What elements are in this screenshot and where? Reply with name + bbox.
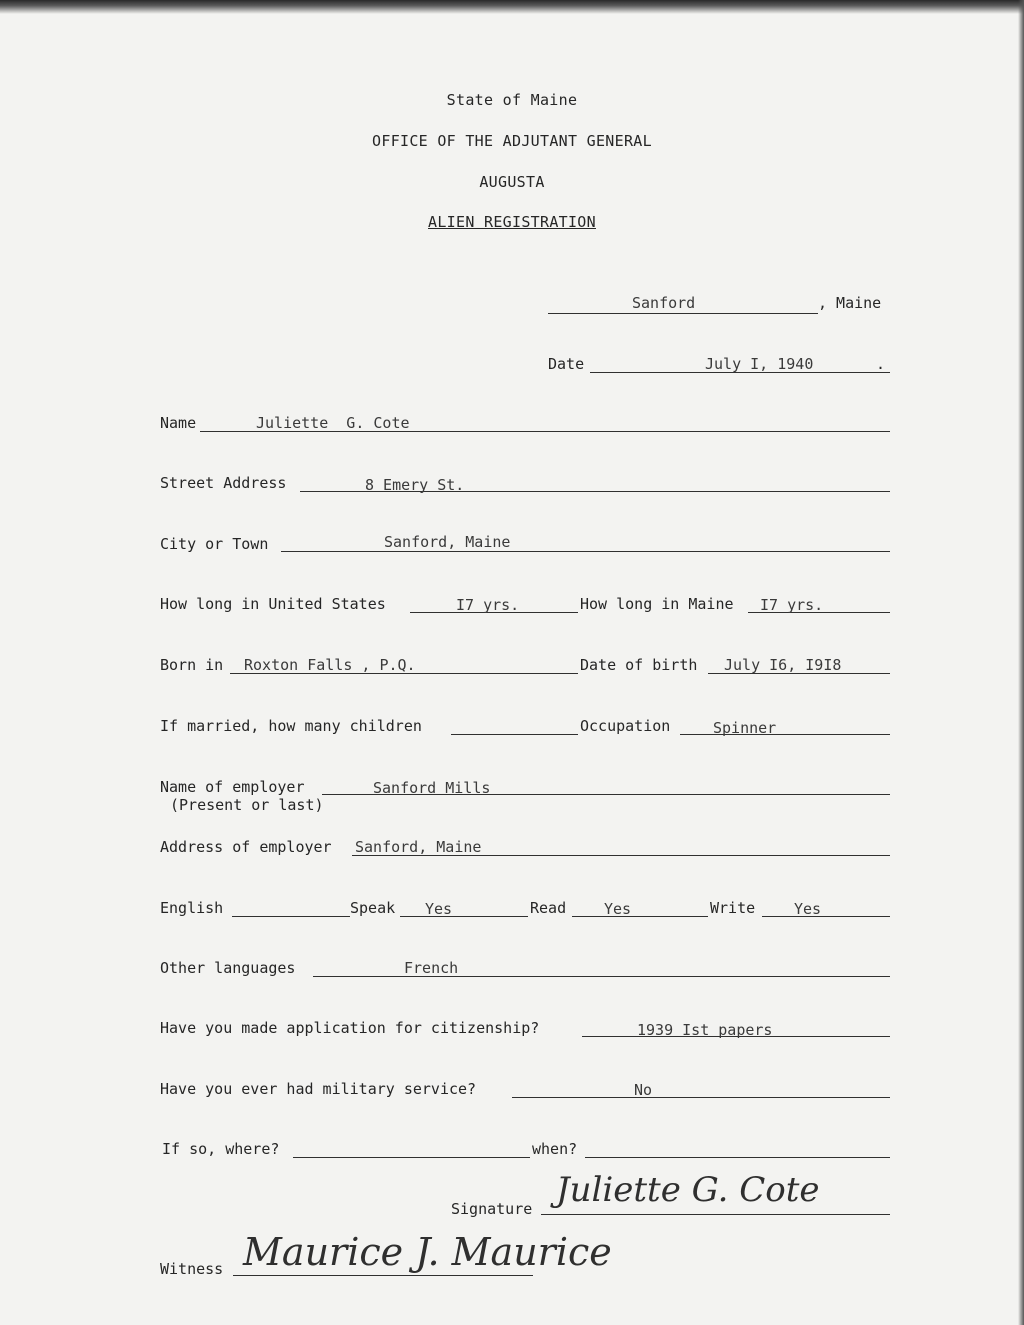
city-label: City or Town xyxy=(160,535,269,553)
city-value: Sanford, Maine xyxy=(384,533,511,551)
read-value: Yes xyxy=(604,900,632,918)
military-value: No xyxy=(634,1081,653,1099)
witness-signature-handwritten: Maurice J. Maurice xyxy=(243,1230,612,1274)
maine-stay-value: I7 yrs. xyxy=(760,596,824,614)
street-label: Street Address xyxy=(160,474,287,492)
signature-handwritten: Juliette G. Cote xyxy=(556,1170,820,1210)
employer-address-value: Sanford, Maine xyxy=(355,838,482,856)
street-value: 8 Emery St. xyxy=(365,476,465,494)
signature-line xyxy=(541,1214,890,1215)
place-value: Sanford xyxy=(632,294,696,312)
scan-top-edge xyxy=(0,0,1024,14)
place-line xyxy=(548,313,818,314)
name-label: Name xyxy=(160,414,197,432)
dob-value: July I6, I9I8 xyxy=(724,656,842,674)
date-label: Date xyxy=(548,355,585,373)
children-label: If married, how many children xyxy=(160,717,422,735)
speak-value: Yes xyxy=(425,900,453,918)
citizenship-label: Have you made application for citizenship? xyxy=(160,1019,540,1037)
employer-address-label: Address of employer xyxy=(160,838,332,856)
read-label: Read xyxy=(530,899,567,917)
write-value: Yes xyxy=(794,900,822,918)
witness-label: Witness xyxy=(160,1260,224,1278)
employer-sublabel: (Present or last) xyxy=(170,796,324,814)
children-line xyxy=(451,734,578,735)
employer-value: Sanford Mills xyxy=(373,779,491,797)
place-suffix: , Maine xyxy=(818,294,882,312)
city-heading: AUGUSTA xyxy=(479,173,545,191)
when-label: when? xyxy=(532,1140,578,1158)
form-title: ALIEN REGISTRATION xyxy=(428,213,596,231)
born-value: Roxton Falls , P.Q. xyxy=(244,656,416,674)
occupation-label: Occupation xyxy=(580,717,671,735)
state-heading: State of Maine xyxy=(446,91,578,109)
office-heading: OFFICE OF THE ADJUTANT GENERAL xyxy=(372,132,652,150)
read-line xyxy=(572,916,708,917)
us-stay-label: How long in United States xyxy=(160,595,386,613)
write-line xyxy=(762,916,890,917)
signature-label: Signature xyxy=(451,1200,533,1218)
speak-label: Speak xyxy=(350,899,396,917)
date-end: . xyxy=(876,355,886,373)
occupation-line xyxy=(680,734,890,735)
occupation-value: Spinner xyxy=(713,719,777,737)
when-line xyxy=(585,1157,890,1158)
date-value: July I, 1940 xyxy=(705,355,814,373)
english-label: English xyxy=(160,899,224,917)
citizenship-value: 1939 Ist papers xyxy=(637,1021,773,1039)
where-label: If so, where? xyxy=(162,1140,280,1158)
name-value: Juliette G. Cote xyxy=(256,414,410,432)
witness-line xyxy=(233,1275,533,1276)
city-line xyxy=(281,551,890,552)
maine-stay-label: How long in Maine xyxy=(580,595,734,613)
other-languages-line xyxy=(313,976,890,977)
other-languages-label: Other languages xyxy=(160,959,296,977)
born-label: Born in xyxy=(160,656,224,674)
military-label: Have you ever had military service? xyxy=(160,1080,477,1098)
speak-line xyxy=(400,916,528,917)
scan-right-edge xyxy=(1018,0,1024,1325)
employer-label: Name of employer xyxy=(160,778,305,796)
us-stay-value: I7 yrs. xyxy=(456,596,520,614)
write-label: Write xyxy=(710,899,756,917)
english-line xyxy=(232,916,350,917)
other-languages-value: French xyxy=(404,959,459,977)
dob-label: Date of birth xyxy=(580,656,698,674)
where-line xyxy=(293,1157,530,1158)
military-line xyxy=(512,1097,890,1098)
